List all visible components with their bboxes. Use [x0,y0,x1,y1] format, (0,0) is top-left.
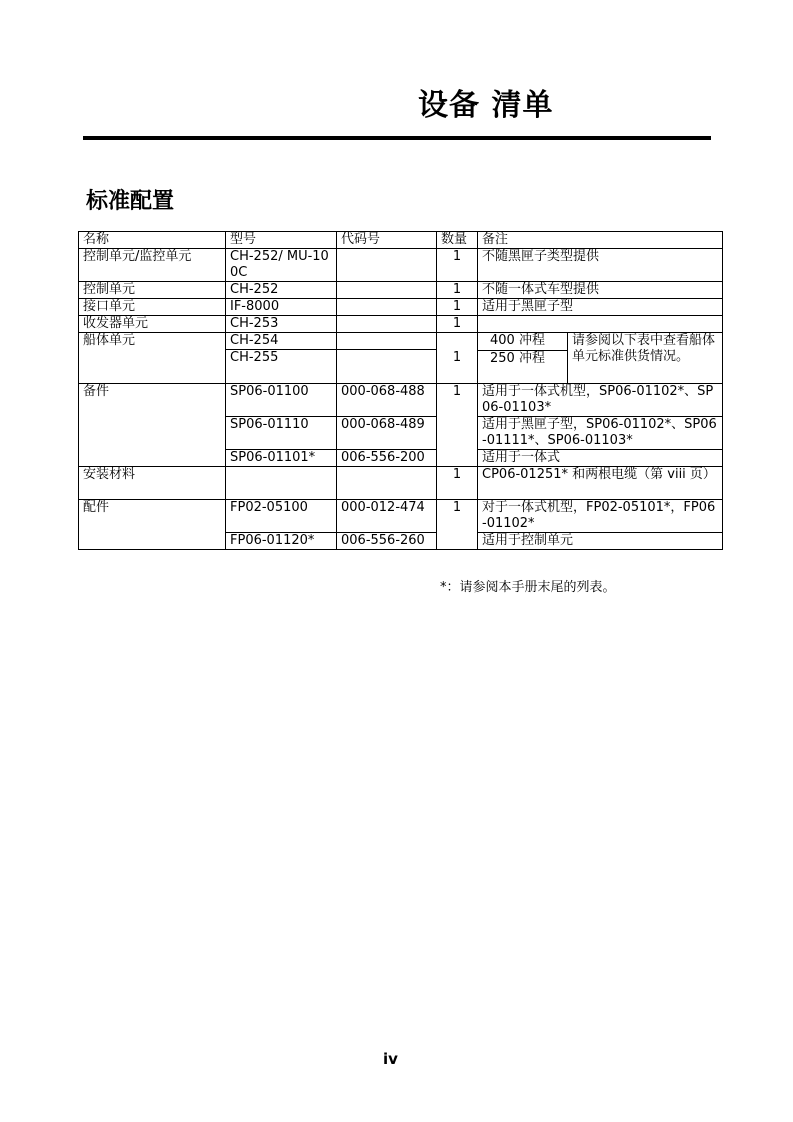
table-row-spare [79,384,723,417]
hull-remarks-text: 请参阅以下表中查看船体单元标准供货情况。 [572,333,716,364]
cell-name: 备件 [79,384,226,467]
page-title: 设备 清单 [418,88,554,123]
cell-code [337,333,437,350]
header-remarks: 备注 [478,232,723,249]
cell-code [337,350,437,384]
footnote: *：请参阅本手册末尾的列表。 [440,580,616,595]
cell-name: 船体单元 [79,333,226,384]
cell-code: 000-068-489 [337,417,437,450]
cell-model: FP02-05100 [226,500,337,533]
cell-code: 006-556-260 [337,533,437,550]
hull-remarks-split [478,333,722,383]
cell-name: 配件 [79,500,226,550]
header-name: 名称 [79,232,226,249]
cell-name: 收发器单元 [79,316,226,333]
cell-code [337,249,437,282]
cell-remarks: 不随一体式车型提供 [478,282,723,299]
header-qty: 数量 [437,232,478,249]
cell-qty: 1 [437,316,478,333]
cell-qty: 1 [437,500,478,550]
cell-model: CH-253 [226,316,337,333]
cell-model: IF-8000 [226,299,337,316]
cell-code: 006-556-200 [337,450,437,467]
cell-name: 控制单元 [79,282,226,299]
table-row-accessory [79,500,723,533]
cell-qty: 1 [437,282,478,299]
cell-qty: 1 [437,299,478,316]
cell-model: CH-254 [226,333,337,350]
cell-remarks: 不随黑匣子类型提供 [478,249,723,282]
section-heading: 标准配置 [86,189,175,214]
cell-code: 000-012-474 [337,500,437,533]
cell-model: SP06-01100 [226,384,337,417]
cell-remarks: 适用于黑匣子型，SP06-01102*、SP06-01111*、SP06-01103* [478,417,723,450]
cell-remarks: 适用于一体式机型，SP06-01102*、SP06-01103* [478,384,723,417]
cell-qty: 1 [437,249,478,282]
cell-remarks: 适用于黑匣子型 [478,299,723,316]
cell-model: CH-252 [226,282,337,299]
cell-remarks: 对于一体式机型，FP02-05101*，FP06-01102* [478,500,723,533]
cell-name: 控制单元/监控单元 [79,249,226,282]
title-rule [83,136,711,140]
cell-code [337,467,437,500]
cell-remarks [478,316,723,333]
header-code: 代码号 [337,232,437,249]
stroke-list [478,333,568,383]
cell-model: CH-252/ MU-100C [226,249,337,282]
cell-model: FP06-01120* [226,533,337,550]
cell-remarks: 适用于一体式 [478,450,723,467]
table-row-hull [79,333,723,350]
cell-remarks-hull [478,333,723,384]
cell-model [226,467,337,500]
stroke-250: 250 冲程 [490,351,545,366]
table-row [79,467,723,500]
cell-model: CH-255 [226,350,337,384]
stroke-400: 400 冲程 [478,333,567,351]
equipment-table-container [78,231,722,550]
cell-remarks: 适用于控制单元 [478,533,723,550]
table-header-row [79,232,723,249]
table-row [79,299,723,316]
table-row [79,282,723,299]
table-row [79,316,723,333]
cell-name: 接口单元 [79,299,226,316]
equipment-table [78,231,723,550]
cell-code [337,282,437,299]
cell-code [337,299,437,316]
cell-qty: 1 [437,384,478,467]
cell-model: SP06-01110 [226,417,337,450]
cell-remarks: CP06-01251* 和两根电缆（第 viii 页） [478,467,723,500]
page-number: iv [383,1050,398,1068]
table-row [79,249,723,282]
cell-code: 000-068-488 [337,384,437,417]
cell-code [337,316,437,333]
header-model: 型号 [226,232,337,249]
cell-qty: 1 [437,333,478,384]
cell-qty: 1 [437,467,478,500]
cell-name: 安装材料 [79,467,226,500]
cell-model: SP06-01101* [226,450,337,467]
